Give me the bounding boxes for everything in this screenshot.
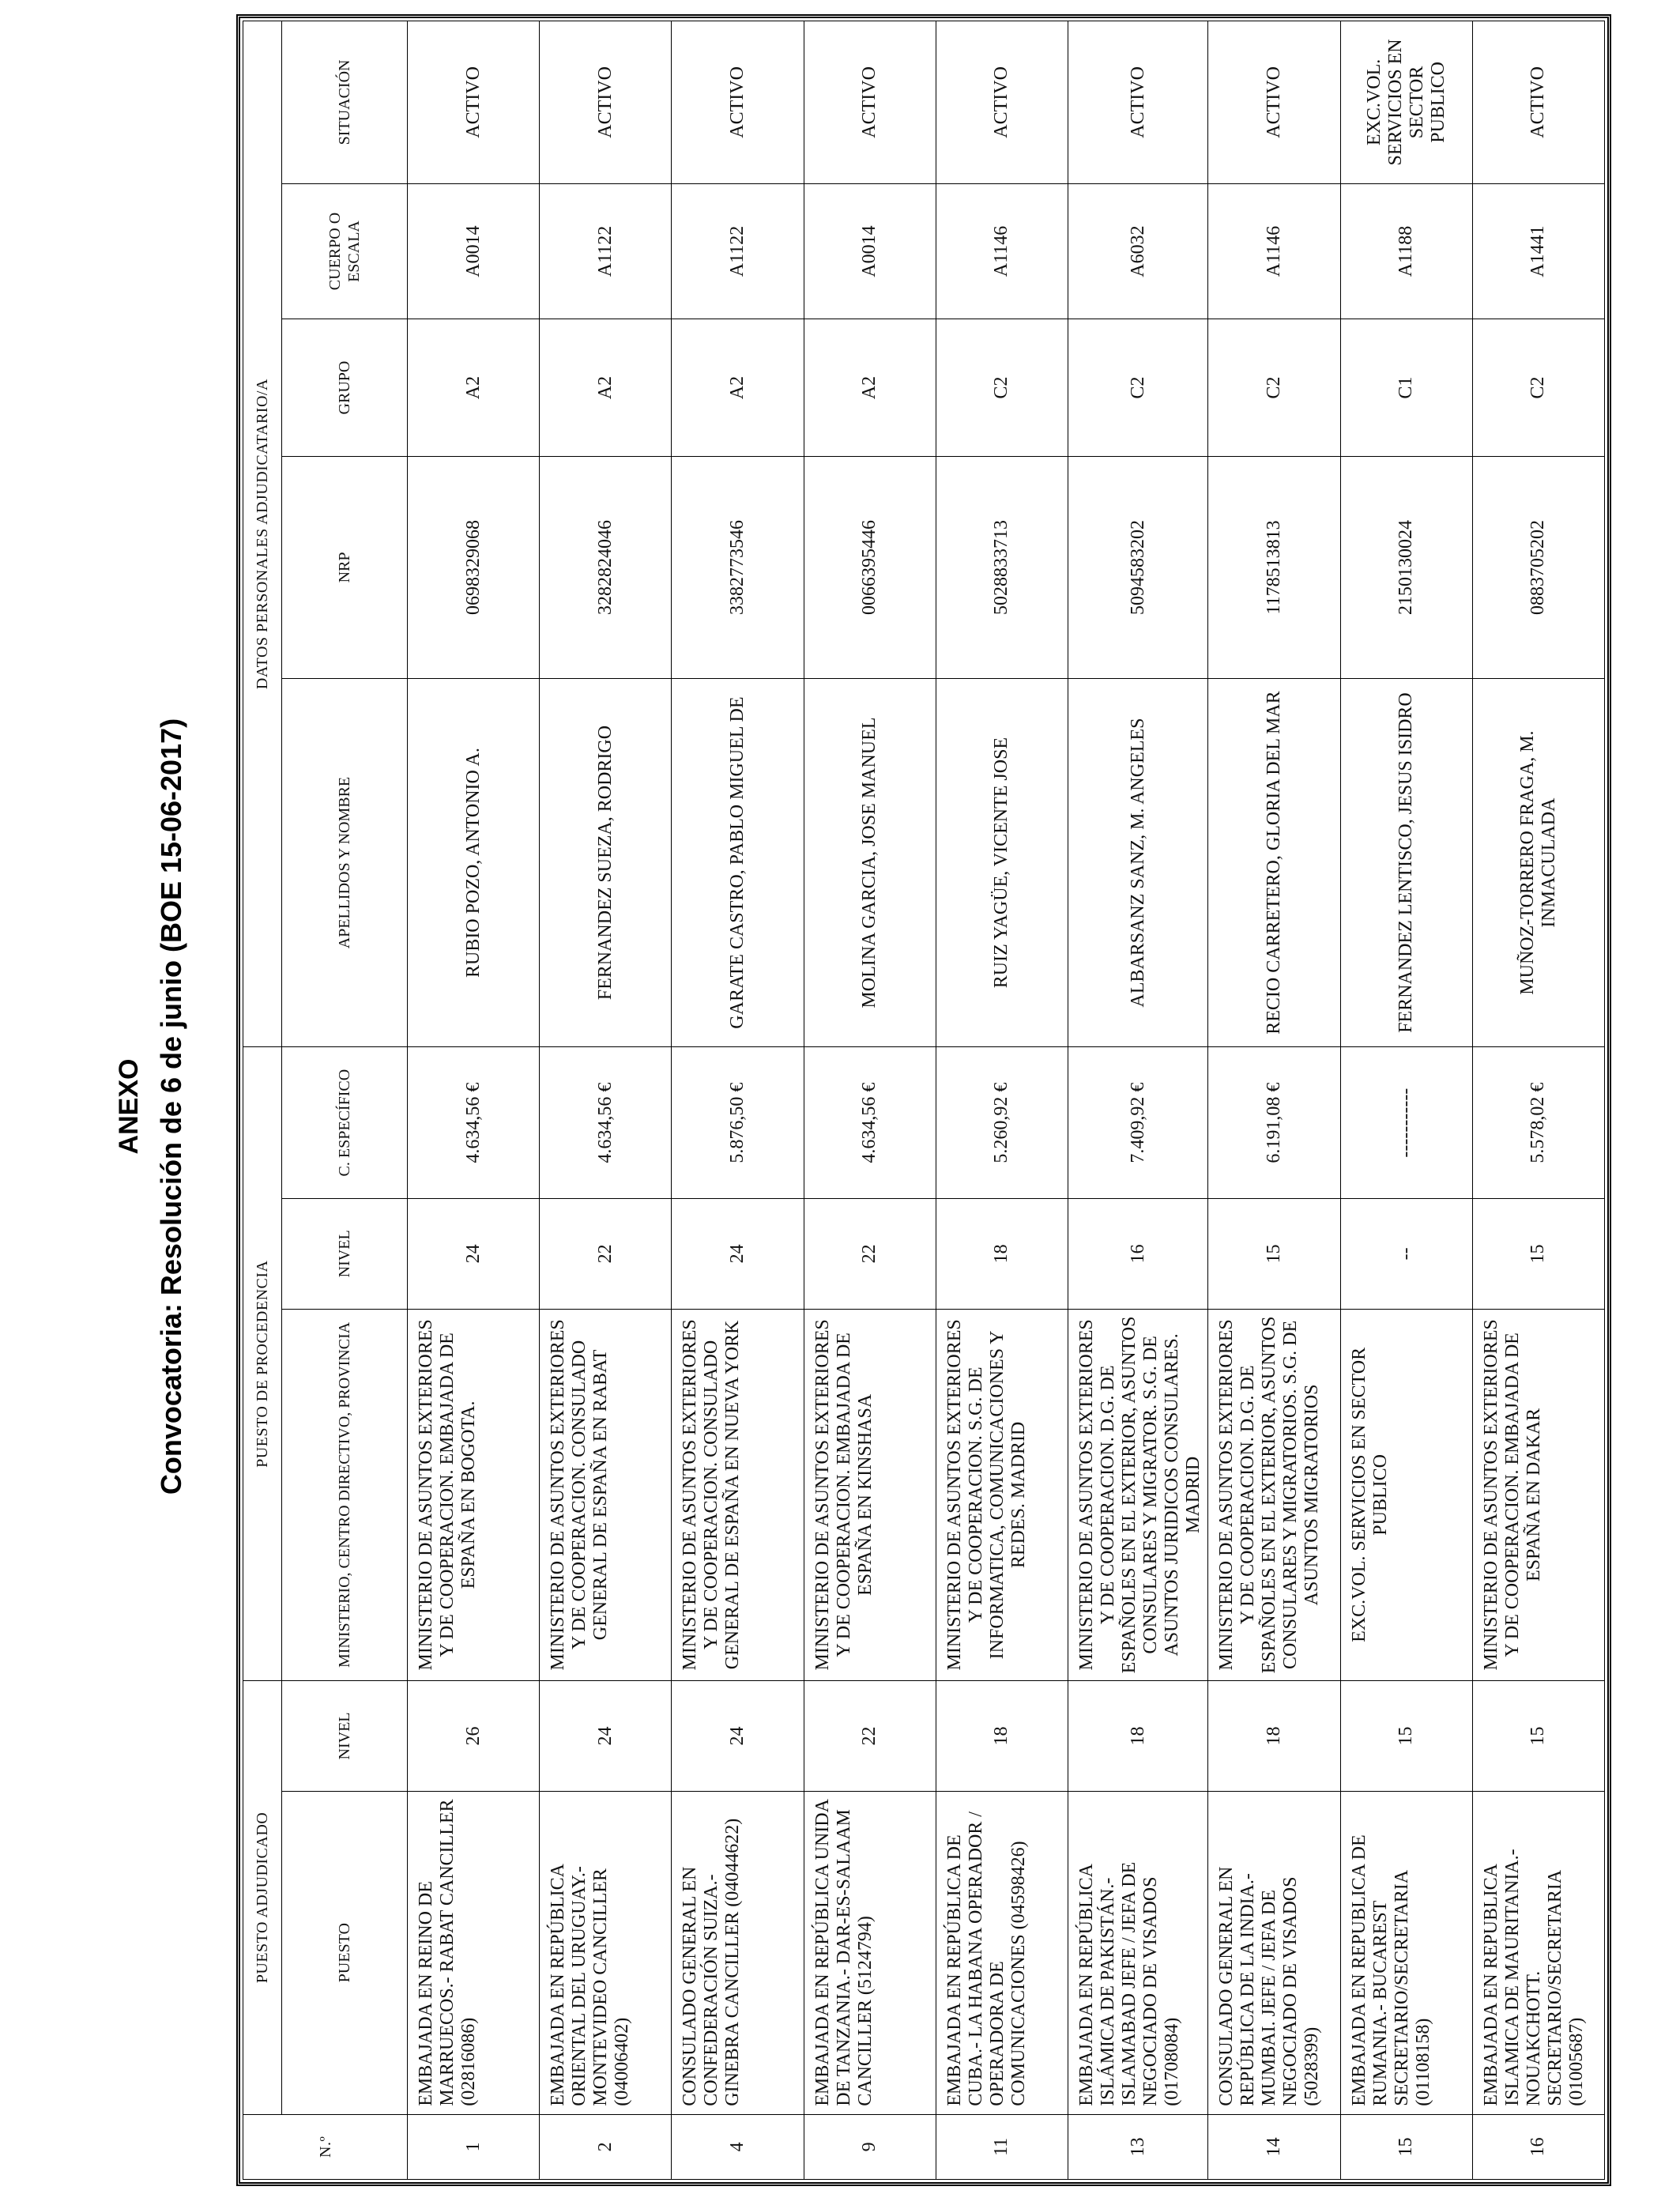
cell-n: 15 (1340, 2114, 1472, 2179)
table-row (1472, 21, 1604, 2180)
cell-nrp: 5028833713 (936, 456, 1068, 678)
cell-cuerpo: A1146 (936, 183, 1068, 319)
cell-grupo: A2 (804, 319, 936, 457)
cell-puesto: EMBAJADA EN REPÚBLICA DE CUBA.- LA HABANA OPERADOR / OPERADORA DE COMUNICACIONES (04598426) (936, 1791, 1068, 2114)
cell-nrp: 1178513813 (1208, 456, 1340, 678)
cell-situacion: ACTIVO (1068, 21, 1208, 184)
cell-ministerio: MINISTERIO DE ASUNTOS EXTERIORES Y DE COOPERACION. CONSULADO GENERAL DE ESPAÑA EN RABAT (540, 1309, 672, 1681)
cell-nivel: 22 (804, 1681, 936, 1791)
header-grupo: GRUPO (282, 319, 408, 457)
cell-nivel-procedencia: 24 (408, 1199, 540, 1309)
header-cuerpo: CUERPO O ESCALA (282, 183, 408, 319)
cell-n: 13 (1068, 2114, 1208, 2179)
cell-grupo: A2 (672, 319, 804, 457)
cell-apellidos: RUIZ YAGÜE, VICENTE JOSE (936, 678, 1068, 1046)
cell-cuerpo: A0014 (804, 183, 936, 319)
cell-puesto: CONSULADO GENERAL EN CONFEDERACIÓN SUIZA.- GINEBRA CANCILLER (04044622) (672, 1791, 804, 2114)
header-puesto: PUESTO (282, 1791, 408, 2114)
header-situacion: SITUACIÓN (282, 21, 408, 184)
cell-cuerpo: A1188 (1340, 183, 1472, 319)
header-column-row (282, 21, 408, 2180)
title-block (108, 237, 211, 1976)
cell-nrp: 0698329068 (408, 456, 540, 678)
cell-grupo: C1 (1340, 319, 1472, 457)
cell-puesto: EMBAJADA EN REPÚBLICA ORIENTAL DEL URUGUAY.- MONTEVIDEO CANCILLER (04006402) (540, 1791, 672, 2114)
cell-situacion: ACTIVO (408, 21, 540, 184)
cell-cuerpo: A6032 (1068, 183, 1208, 319)
annex-table-frame (236, 14, 1611, 2186)
cell-grupo: C2 (1068, 319, 1208, 457)
header-apellidos: APELLIDOS Y NOMBRE (282, 678, 408, 1046)
cell-apellidos: RUBIO POZO, ANTONIO A. (408, 678, 540, 1046)
cell-puesto: EMBAJADA EN REPÚBLICA UNIDA DE TANZANIA.- DAR-ES-SALAAM CANCILLER (5124794) (804, 1791, 936, 2114)
table-row (1340, 21, 1472, 2180)
cell-puesto: CONSULADO GENERAL EN REPÚBLICA DE LA INDIA.- MUMBAI. JEFE / JEFA DE NEGOCIADO DE VISADOS (5028399) (1208, 1791, 1340, 2114)
cell-c-especifico: ----------- (1340, 1047, 1472, 1199)
cell-nivel: 26 (408, 1681, 540, 1791)
annex-table (243, 21, 1605, 2180)
cell-nrp: 0066395446 (804, 456, 936, 678)
cell-nivel-procedencia: 22 (540, 1199, 672, 1309)
cell-ministerio: MINISTERIO DE ASUNTOS EXTERIORES Y DE COOPERACION. D.G. DE ESPAÑOLES EN EL EXTERIOR, ASUNTOS CONSULARES Y MIGRATORIOS. S.G. DE ASUNTOS MIGRATORIOS (1208, 1309, 1340, 1681)
header-c-especifico: C. ESPECÍFICO (282, 1047, 408, 1199)
cell-apellidos: MOLINA GARCIA, JOSE MANUEL (804, 678, 936, 1046)
cell-c-especifico: 4.634,56 € (540, 1047, 672, 1199)
cell-c-especifico: 6.191,08 € (1208, 1047, 1340, 1199)
cell-puesto: EMBAJADA EN REPÚBLICA ISLÁMICA DE PAKISTÁN.- ISLAMABAD JEFE / JEFA DE NEGOCIADO DE VISADOS (01708084) (1068, 1791, 1208, 2114)
cell-apellidos: MUÑOZ-TORRERO FRAGA, M. INMACULADA (1472, 678, 1604, 1046)
cell-ministerio: MINISTERIO DE ASUNTOS EXTERIORES Y DE COOPERACION. S.G. DE INFORMATICA, COMUNICACIONES Y REDES. MADRID (936, 1309, 1068, 1681)
cell-cuerpo: A1146 (1208, 183, 1340, 319)
cell-nivel-procedencia: 18 (936, 1199, 1068, 1309)
cell-grupo: C2 (936, 319, 1068, 457)
header-group-datos-personales: DATOS PERSONALES ADJUDICATARIO/A (243, 21, 282, 1047)
cell-situacion: ACTIVO (936, 21, 1068, 184)
header-nrp: NRP (282, 456, 408, 678)
cell-situacion: ACTIVO (804, 21, 936, 184)
cell-nivel-procedencia: -- (1340, 1199, 1472, 1309)
cell-ministerio: MINISTERIO DE ASUNTOS EXTERIORES Y DE COOPERACION. D.G. DE ESPAÑOLES EN EL EXTERIOR, ASUNTOS CONSULARES Y MIGRATOR. S.G. DE ASUNTOS JURIDICOS CONSULARES. MADRID (1068, 1309, 1208, 1681)
cell-nivel: 18 (1068, 1681, 1208, 1791)
cell-n: 1 (408, 2114, 540, 2179)
header-group-puesto-procedencia: PUESTO DE PROCEDENCIA (243, 1047, 282, 1681)
cell-apellidos: FERNANDEZ LENTISCO, JESUS ISIDRO (1340, 678, 1472, 1046)
cell-ministerio: MINISTERIO DE ASUNTOS EXTERIORES Y DE COOPERACION. CONSULADO GENERAL DE ESPAÑA EN NUEVA YORK (672, 1309, 804, 1681)
page-subtitle: Convocatoria: Resolución de 6 de junio (BOE 15-06-2017) (155, 718, 187, 1495)
header-group-puesto-adjudicado: PUESTO ADJUDICADO (243, 1681, 282, 2114)
cell-nivel-procedencia: 15 (1208, 1199, 1340, 1309)
cell-c-especifico: 4.634,56 € (408, 1047, 540, 1199)
cell-n: 16 (1472, 2114, 1604, 2179)
header-group-row (243, 21, 282, 2180)
cell-nivel: 24 (672, 1681, 804, 1791)
cell-nivel: 15 (1472, 1681, 1604, 1791)
cell-nivel-procedencia: 24 (672, 1199, 804, 1309)
cell-ministerio: EXC.VOL. SERVICIOS EN SECTOR PUBLICO (1340, 1309, 1472, 1681)
cell-apellidos: RECIO CARRETERO, GLORIA DEL MAR (1208, 678, 1340, 1046)
cell-c-especifico: 7.409,92 € (1068, 1047, 1208, 1199)
cell-grupo: A2 (540, 319, 672, 457)
cell-situacion: EXC.VOL. SERVICIOS EN SECTOR PUBLICO (1340, 21, 1472, 184)
cell-puesto: EMBAJADA EN REPUBLICA DE RUMANIA.- BUCAREST SECRETARIO/SECRETARIA (01108158) (1340, 1791, 1472, 2114)
cell-nivel: 18 (936, 1681, 1068, 1791)
cell-cuerpo: A1122 (672, 183, 804, 319)
cell-nivel-procedencia: 16 (1068, 1199, 1208, 1309)
cell-nivel: 24 (540, 1681, 672, 1791)
cell-grupo: C2 (1208, 319, 1340, 457)
cell-nrp: 3282824046 (540, 456, 672, 678)
cell-nivel: 18 (1208, 1681, 1340, 1791)
page-title: ANEXO (114, 1058, 144, 1155)
cell-n: 14 (1208, 2114, 1340, 2179)
cell-nrp: 0883705202 (1472, 456, 1604, 678)
header-nivel: NIVEL (282, 1681, 408, 1791)
cell-situacion: ACTIVO (672, 21, 804, 184)
cell-grupo: C2 (1472, 319, 1604, 457)
table-row (672, 21, 804, 2180)
cell-nrp: 3382773546 (672, 456, 804, 678)
cell-nivel-procedencia: 15 (1472, 1199, 1604, 1309)
cell-c-especifico: 5.876,50 € (672, 1047, 804, 1199)
cell-nrp: 5094583202 (1068, 456, 1208, 678)
cell-n: 9 (804, 2114, 936, 2179)
cell-apellidos: ALBARSANZ SANZ, M. ANGELES (1068, 678, 1208, 1046)
cell-c-especifico: 5.260,92 € (936, 1047, 1068, 1199)
cell-puesto: EMBAJADA EN REINO DE MARRUECOS.- RABAT CANCILLER (02816086) (408, 1791, 540, 2114)
cell-nivel-procedencia: 22 (804, 1199, 936, 1309)
cell-n: 4 (672, 2114, 804, 2179)
cell-ministerio: MINISTERIO DE ASUNTOS EXTERIORES Y DE COOPERACION. EMBAJADA DE ESPAÑA EN KINSHASA (804, 1309, 936, 1681)
cell-c-especifico: 5.578,02 € (1472, 1047, 1604, 1199)
table-row (540, 21, 672, 2180)
cell-cuerpo: A0014 (408, 183, 540, 319)
table-row (1208, 21, 1340, 2180)
cell-ministerio: MINISTERIO DE ASUNTOS EXTERIORES Y DE COOPERACION. EMBAJADA DE ESPAÑA EN BOGOTA. (408, 1309, 540, 1681)
cell-apellidos: FERNANDEZ SUEZA, RODRIGO (540, 678, 672, 1046)
table-row (1068, 21, 1208, 2180)
cell-situacion: ACTIVO (1472, 21, 1604, 184)
table-row (936, 21, 1068, 2180)
annex-table-wrapper (236, 14, 1611, 2186)
header-ministerio: MINISTERIO, CENTRO DIRECTIVO, PROVINCIA (282, 1309, 408, 1681)
table-row (408, 21, 540, 2180)
cell-n: 2 (540, 2114, 672, 2179)
cell-nivel: 15 (1340, 1681, 1472, 1791)
cell-grupo: A2 (408, 319, 540, 457)
cell-cuerpo: A1441 (1472, 183, 1604, 319)
cell-puesto: EMBAJADA EN REPUBLICA ISLAMICA DE MAURITANIA.- NOUAKCHOTT. SECRETARIO/SECRETARIA (01005687) (1472, 1791, 1604, 2114)
cell-cuerpo: A1122 (540, 183, 672, 319)
header-n: N.º (243, 2114, 408, 2179)
cell-situacion: ACTIVO (540, 21, 672, 184)
table-row (804, 21, 936, 2180)
cell-c-especifico: 4.634,56 € (804, 1047, 936, 1199)
header-nivel-procedencia: NIVEL (282, 1199, 408, 1309)
cell-ministerio: MINISTERIO DE ASUNTOS EXTERIORES Y DE COOPERACION. EMBAJADA DE ESPAÑA EN DAKAR (1472, 1309, 1604, 1681)
cell-nrp: 2150130024 (1340, 456, 1472, 678)
cell-apellidos: GARATE CASTRO, PABLO MIGUEL DE (672, 678, 804, 1046)
cell-situacion: ACTIVO (1208, 21, 1340, 184)
cell-n: 11 (936, 2114, 1068, 2179)
